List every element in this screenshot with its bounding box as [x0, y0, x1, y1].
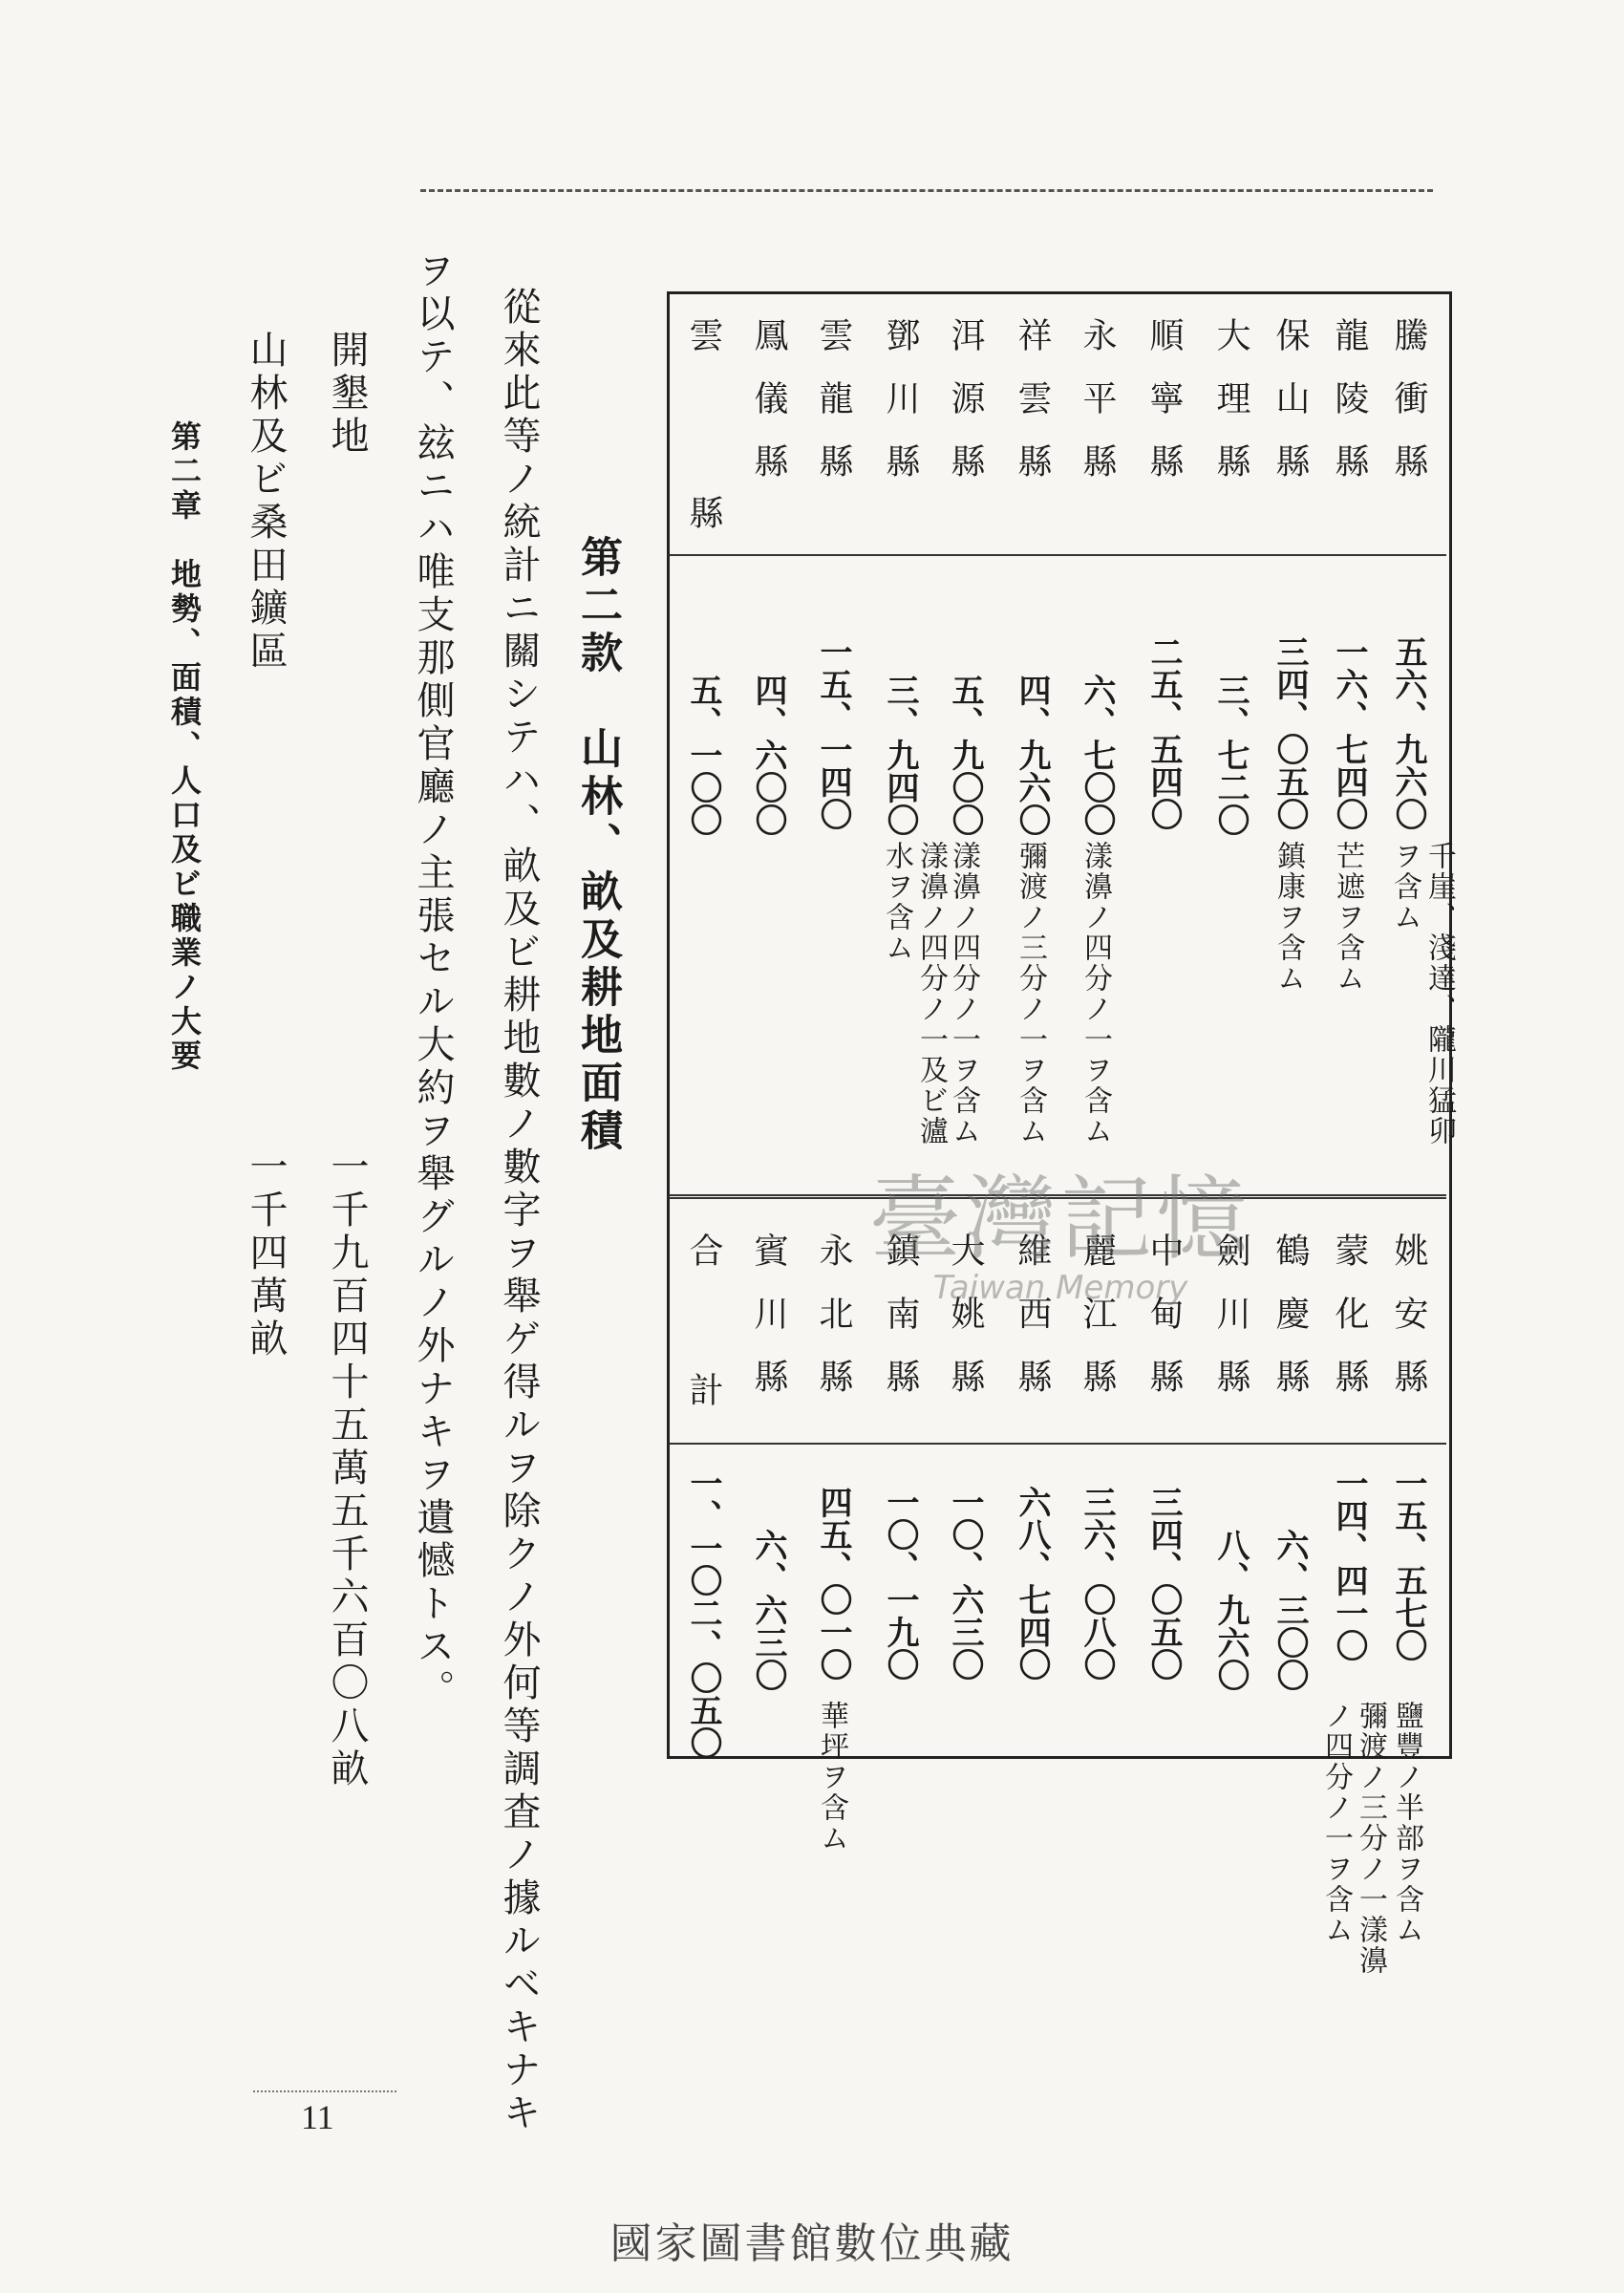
area-value: 五、九〇〇 [946, 674, 984, 836]
body-text-line-1: 從來此等ノ統計ニ關シテハ、畝及ビ耕地數ノ數字ヲ舉ゲ得ルヲ除クノ外何等調査ノ據ルベキナキ [497, 287, 541, 2135]
area-value: 五六、九六〇 [1389, 635, 1427, 830]
county-name: 劍川縣 [1211, 1232, 1250, 1422]
county-name: 順寧縣 [1144, 317, 1184, 506]
county-name: 鶴慶縣 [1271, 1232, 1310, 1422]
area-value: 六八、七四〇 [1013, 1486, 1051, 1681]
county-name: 永北縣 [814, 1232, 853, 1422]
area-value: 三、九四〇 [881, 674, 919, 836]
area-value: 六、七〇〇 [1078, 674, 1116, 836]
section-heading: 第二款 山林、畝及耕地面積 [573, 535, 622, 1156]
county-name: 大理縣 [1211, 317, 1250, 506]
reclaimed-land-label: 開墾地 [325, 330, 369, 459]
total-label: 合計 [684, 1232, 723, 1511]
county-name: 祥雲縣 [1013, 317, 1052, 506]
area-value: 一四、四一〇 [1330, 1467, 1368, 1661]
county-name: 姚安縣 [1389, 1232, 1428, 1422]
area-value: 一〇、六三〇 [946, 1486, 984, 1681]
county-name: 騰衝縣 [1389, 317, 1428, 506]
body-text-line-2: ヲ以テ、玆ニハ唯支那側官廳ノ主張セル大約ヲ舉グルノ外ナキヲ遺憾トス。 [411, 250, 455, 1712]
area-value: 一五、五七〇 [1389, 1467, 1427, 1661]
area-value: 一〇、一九〇 [881, 1486, 919, 1681]
watermark-title: 臺灣記憶 [869, 1166, 1251, 1273]
county-name: 蒙化縣 [1330, 1232, 1369, 1422]
county-name: 鎮南縣 [881, 1232, 920, 1422]
area-value: 三四、〇五〇 [1144, 1486, 1183, 1681]
county-name: 鳳儀縣 [749, 317, 788, 506]
table-section-divider [669, 1194, 1446, 1199]
county-name: 鄧川縣 [881, 317, 920, 506]
area-note: 彌渡ノ三分ノ一漾濞ノ四分ノ一ヲ含ム [1319, 1701, 1387, 1976]
area-value: 三四、〇五〇 [1271, 635, 1309, 830]
library-footer: 國家圖書館數位典藏 [609, 2219, 1015, 2268]
area-note: 華坪ヲ含ム [815, 1701, 848, 1854]
area-value: 四、六〇〇 [749, 674, 787, 836]
area-note: 漾濞ノ四分ノ一ヲ含ム [1079, 841, 1112, 1146]
area-note: 千崖、淺達、隴川猛卯ヲ含ム [1388, 841, 1456, 1146]
area-value: 四五、〇一〇 [814, 1486, 852, 1681]
forest-value: 一千四萬畝 [244, 1146, 288, 1361]
page-number: 11 [301, 2098, 334, 2136]
total-value: 一、一〇二、〇五〇 [684, 1467, 722, 1759]
area-value: 五、一〇〇 [684, 674, 722, 836]
county-name: 維西縣 [1013, 1232, 1052, 1422]
county-name: 永平縣 [1078, 317, 1117, 506]
area-value: 四、九六〇 [1013, 674, 1051, 836]
county-name: 洱源縣 [946, 317, 985, 506]
area-value: 三、七二〇 [1211, 674, 1250, 836]
area-note: 芒遮ヲ含ム [1331, 841, 1364, 994]
area-value: 一六、七四〇 [1330, 635, 1368, 830]
area-value: 八、九六〇 [1211, 1529, 1250, 1691]
county-name: 保山縣 [1271, 317, 1310, 506]
area-value: 六、三〇〇 [1271, 1529, 1309, 1691]
page-number-rule [253, 2090, 396, 2092]
forest-label: 山林及ビ桑田鑛區 [244, 330, 288, 674]
area-value: 二五、五四〇 [1144, 635, 1183, 830]
area-note: 彌渡ノ三分ノ一ヲ含ム [1014, 841, 1047, 1146]
area-note: 漾濞ノ四分ノ一ヲ含ム [947, 841, 980, 1146]
running-head: 第二章 地勢、面積、人口及ビ職業ノ大要 [166, 420, 203, 1074]
county-name: 麗江縣 [1078, 1232, 1117, 1422]
county-name: 大姚縣 [946, 1232, 985, 1422]
county-name: 雲龍縣 [814, 317, 853, 506]
county-name: 雲縣 [684, 317, 723, 673]
table-header-divider-bottom [669, 1443, 1446, 1445]
area-value: 三六、〇八〇 [1078, 1486, 1116, 1681]
top-ornament-rule [420, 189, 1433, 192]
county-name: 龍陵縣 [1330, 317, 1369, 506]
county-name: 中甸縣 [1144, 1232, 1184, 1422]
county-name: 賓川縣 [749, 1232, 788, 1422]
area-value: 一五、一四〇 [814, 635, 852, 830]
area-note: 鎮康ヲ含ム [1271, 841, 1305, 994]
area-note: 鹽豐ノ半部ヲ含ム [1390, 1701, 1423, 1945]
table-header-divider-top [669, 554, 1446, 556]
watermark-subtitle: Taiwan Memory [932, 1269, 1188, 1307]
area-value: 六、六三〇 [749, 1529, 787, 1691]
area-note: 漾濞ノ四分ノ一及ビ瀘水ヲ含ム [880, 841, 948, 1146]
reclaimed-land-value: 一千九百四十五萬五千六百〇八畝 [325, 1146, 369, 1791]
